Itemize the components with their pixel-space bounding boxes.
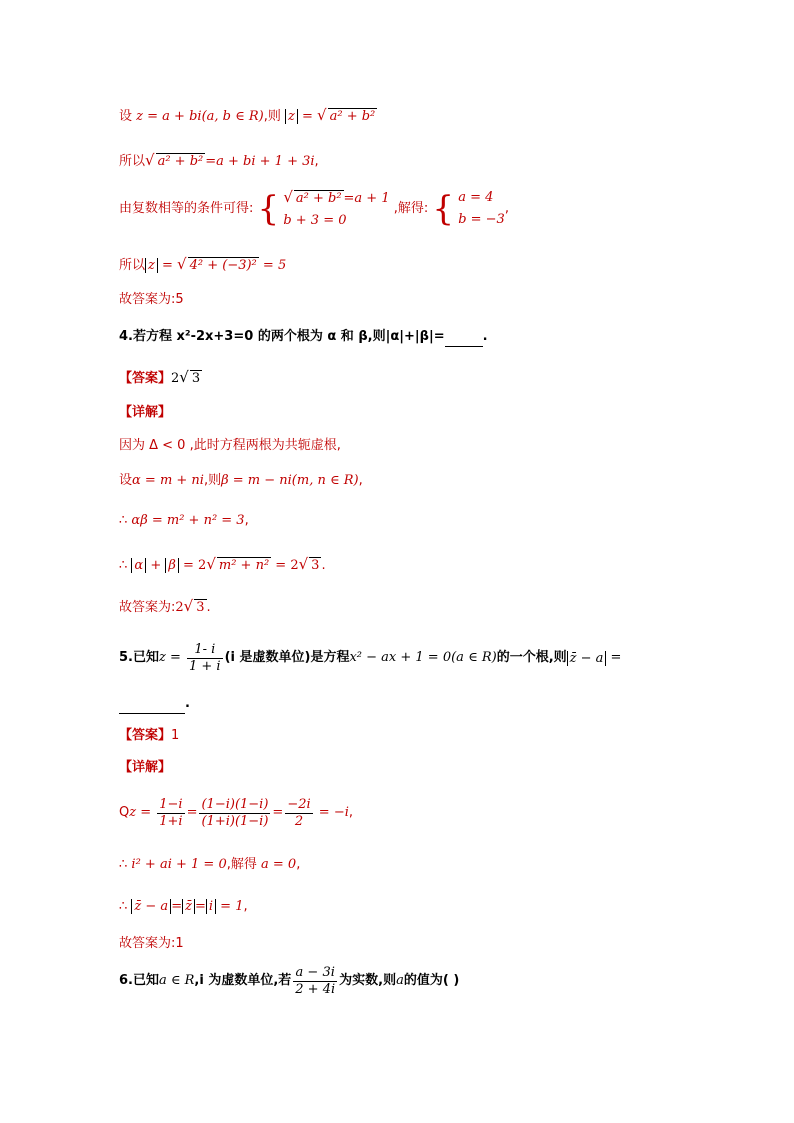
- text-end: .: [321, 558, 326, 573]
- detail-tag: 【详解】: [119, 405, 172, 420]
- detail-5-line-3: [119, 898, 248, 916]
- numerator: 1- i: [187, 642, 223, 659]
- math-beta: β = m − ni: [221, 473, 292, 488]
- solution-line-2: [119, 151, 319, 171]
- therefore-symbol: ∴: [119, 899, 128, 914]
- question-prefix: 6.已知: [119, 973, 159, 988]
- math-alpha: α = m + ni: [132, 473, 204, 488]
- math-rest: = −i: [314, 805, 349, 820]
- text-end: ,: [296, 857, 301, 872]
- therefore-symbol: ∴: [119, 513, 128, 528]
- numerator: −2i: [287, 796, 311, 812]
- radicand: a² + b²: [157, 154, 204, 169]
- question-4: [119, 328, 488, 347]
- left-brace: {: [432, 189, 455, 229]
- abs-expr: z̄ − a: [567, 651, 607, 666]
- solution-line-1: [119, 106, 377, 126]
- radical-sign: √: [298, 555, 309, 573]
- detail-4-line-4: [119, 555, 326, 575]
- abs-expr-2: z̄: [182, 899, 195, 914]
- detail-4-line-1: [119, 437, 341, 455]
- question-prefix: 5.已知: [119, 650, 159, 665]
- math-expr: αβ = m² + n² = 3: [131, 513, 245, 528]
- math-eq: = 2: [178, 558, 207, 573]
- final-answer-label: 故答案为:: [119, 936, 176, 951]
- text-end: ,: [348, 805, 354, 820]
- abs-expr-1: z̄ − a: [131, 899, 171, 914]
- text-prefix: 所以: [119, 154, 146, 169]
- math-cond: (m, n ∈ R): [291, 473, 359, 488]
- math-cond: a ∈ R: [158, 973, 195, 988]
- radical-sign: √: [206, 555, 216, 573]
- answer-blank: [445, 328, 483, 347]
- text-mid: ,则: [263, 109, 281, 124]
- system-eq1-radicand: a² + b²: [295, 191, 342, 206]
- system-eq1-rest: =a + 1: [343, 191, 390, 206]
- fraction-3: [285, 797, 312, 830]
- math-expr: i² + ai + 1 = 0: [131, 857, 227, 872]
- radical-sign: √: [145, 151, 155, 169]
- text-end: ,: [504, 201, 509, 216]
- answer-tag: 【答案】: [119, 371, 172, 386]
- answer-4: [119, 368, 202, 388]
- detail-tag: 【详解】: [119, 760, 172, 775]
- math-plus: +: [146, 558, 166, 573]
- text-prefix: 所以: [119, 258, 146, 273]
- question-5-blank: [119, 695, 190, 714]
- math-equation: x² − ax + 1 = 0: [349, 650, 452, 665]
- abs-z: z: [285, 109, 298, 124]
- math-solution: a = 0: [261, 857, 297, 872]
- detail-5: [119, 759, 171, 777]
- radical-sign: √: [183, 597, 194, 615]
- math-rest: = 1: [216, 899, 244, 914]
- math-cond: (a ∈ R): [451, 650, 497, 665]
- denominator: 2 + 4i: [295, 981, 336, 997]
- solution-system: [458, 187, 505, 231]
- since-glyph: Q: [119, 805, 130, 820]
- math-z: z =: [158, 650, 185, 665]
- denominator: 2: [294, 813, 304, 829]
- question-6: [119, 960, 459, 1003]
- denominator: 1 + i: [189, 658, 221, 674]
- solution-b: b = −3: [458, 212, 505, 227]
- radicand-2: 3: [311, 558, 320, 573]
- abs-z: z: [145, 258, 158, 273]
- text-mid: ,解得: [226, 857, 257, 872]
- fraction-2: [199, 797, 270, 830]
- detail-4: [119, 404, 171, 422]
- math-eq-2: =: [194, 899, 206, 914]
- math-eq: =: [297, 109, 318, 124]
- detail-4-line-2: [119, 472, 363, 490]
- final-answer-5: [119, 935, 184, 953]
- therefore-symbol: ∴: [119, 558, 128, 573]
- answer-radicand: 3: [191, 371, 201, 386]
- text-end: ,: [358, 473, 363, 488]
- final-answer-4: [119, 597, 211, 617]
- therefore-symbol: ∴: [119, 857, 128, 872]
- final-answer-label: 故答案为:: [119, 600, 176, 615]
- math-eq2: = 2: [271, 558, 299, 573]
- abs-expr-3: i: [206, 899, 216, 914]
- answer-5: [119, 727, 179, 745]
- solution-line-3: [119, 186, 509, 232]
- answer-blank: [119, 695, 185, 714]
- text-mid: ,则: [203, 473, 222, 488]
- radicand: a² + b²: [329, 109, 376, 124]
- detail-5-line-2: [119, 856, 300, 874]
- abs-beta: β: [165, 558, 179, 573]
- system-eq2: b + 3 = 0: [283, 213, 347, 228]
- math-eq: =: [157, 258, 178, 273]
- question-end: .: [482, 329, 488, 344]
- fraction-1: [157, 797, 184, 830]
- math-result: = 5: [258, 258, 287, 273]
- question-mid: ,i 为虚数单位,若: [194, 973, 292, 988]
- radical-sign: √: [317, 106, 327, 124]
- math-eq-1: =: [171, 899, 183, 914]
- text-solve: ,解得:: [393, 201, 429, 216]
- text-end: ,: [243, 899, 248, 914]
- question-end: .: [185, 696, 190, 711]
- math-rest: =a + bi + 1 + 3i: [205, 154, 315, 169]
- fraction: [187, 642, 223, 675]
- question-text: 4.若方程 x²-2x+3=0 的两个根为 α 和 β,则|α|+|β|=: [119, 329, 445, 344]
- answer-coef: 2: [171, 371, 180, 386]
- fraction: [293, 965, 337, 998]
- denominator: (1+i)(1−i): [201, 813, 269, 829]
- math-z: z =: [129, 805, 156, 820]
- numerator: (1−i)(1−i): [201, 796, 269, 812]
- text-end: ,: [314, 154, 319, 169]
- final-answer-coef: 2: [175, 600, 184, 615]
- radical-sign: √: [179, 368, 189, 386]
- final-answer-value: 5: [175, 292, 184, 307]
- answer-tag: 【答案】: [119, 728, 172, 743]
- math-eq: =: [186, 805, 198, 820]
- detail-4-line-3: [119, 512, 249, 530]
- text-prefix: 由复数相等的条件可得:: [119, 201, 254, 216]
- abs-alpha: α: [131, 558, 146, 573]
- math-var: a: [396, 973, 404, 988]
- text-end: ,: [244, 513, 249, 528]
- question-mid2: 为实数,则: [339, 973, 397, 988]
- math-eq: =: [272, 805, 284, 820]
- final-answer-3: [119, 291, 184, 309]
- numerator: 1−i: [159, 796, 183, 812]
- solution-line-4: [119, 255, 286, 275]
- numerator: a − 3i: [293, 965, 337, 982]
- question-end: 的值为( ): [403, 973, 460, 988]
- detail-5-line-1: [119, 793, 353, 834]
- denominator: 1+i: [159, 813, 183, 829]
- radical-sign: √: [177, 255, 187, 273]
- math-cond: (a, b ∈ R): [201, 109, 264, 124]
- left-brace: {: [257, 189, 280, 229]
- solution-a: a = 4: [458, 190, 494, 205]
- equation-system: [283, 186, 389, 232]
- radicand: 4² + (−3)²: [189, 258, 257, 273]
- question-mid2: 的一个根,则: [496, 650, 567, 665]
- radicand: m² + n²: [218, 558, 270, 573]
- final-answer-label: 故答案为:: [119, 292, 176, 307]
- question-5: [119, 638, 621, 679]
- text-end: .: [206, 600, 211, 615]
- final-answer-radicand: 3: [196, 600, 205, 615]
- detail-text: 因为 Δ < 0 ,此时方程两根为共轭虚根,: [119, 438, 341, 453]
- text-prefix: 设: [119, 109, 133, 124]
- radical-sign: √: [283, 188, 293, 206]
- question-mid: (i 是虚数单位)是方程: [224, 650, 350, 665]
- final-answer-value: 1: [175, 936, 184, 951]
- answer-value: 1: [171, 728, 180, 743]
- math-eq: =: [606, 650, 622, 665]
- text-prefix: 设: [119, 473, 133, 488]
- math-z-def: z = a + bi: [136, 109, 202, 124]
